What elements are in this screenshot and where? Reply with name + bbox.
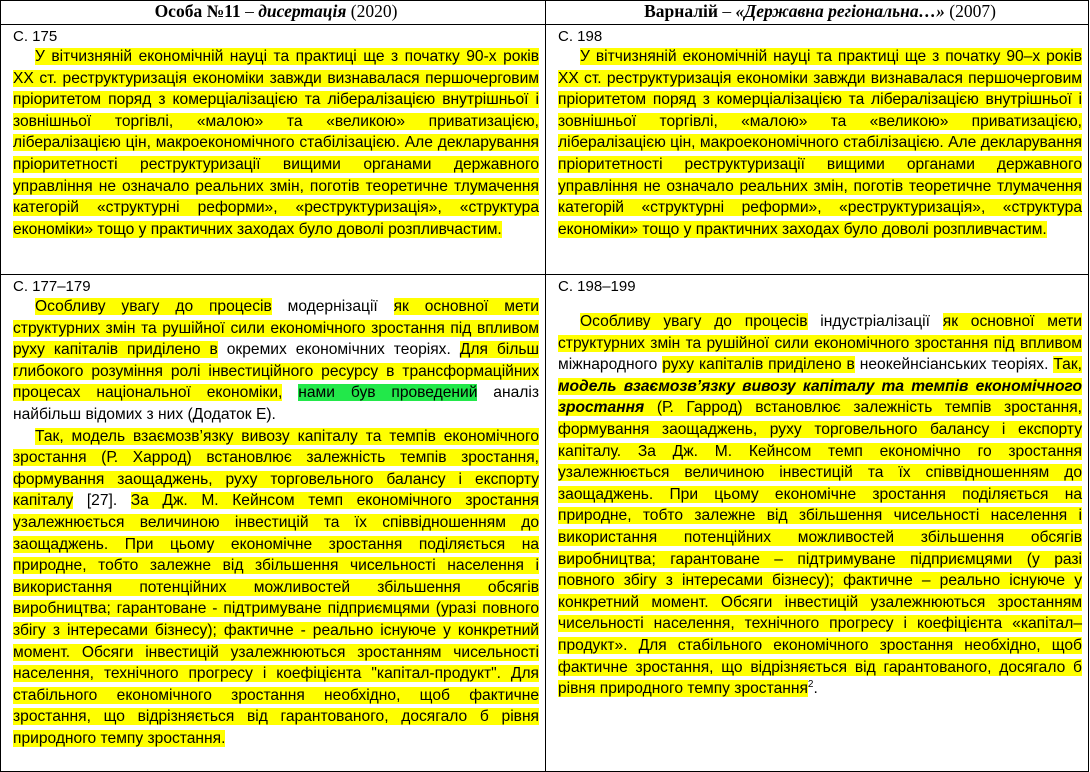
highlight: як основної мети структурних змін та рушійної сили економічного зростання під впливом руху капіталів приділено в	[13, 298, 539, 359]
header-left-year: (2020)	[346, 1, 398, 21]
header-left-work: дисертація	[258, 1, 347, 21]
paragraph-left-1	[13, 46, 539, 240]
paragraph-left-2b	[13, 426, 539, 750]
page-ref-left-1: С. 175	[13, 28, 58, 45]
page-ref-left-2: С. 177–179	[13, 278, 91, 295]
highlight: Особливу увагу до процесів	[35, 298, 272, 315]
cell-right-2	[546, 275, 1089, 772]
green-highlight: нами був проведений	[298, 384, 478, 402]
page-ref-right-2: С. 198–199	[558, 278, 636, 295]
highlight: руху капіталів приділено в	[662, 356, 855, 374]
highlight: За Дж. М. Кейнсом темп економічного зростання узалежнюється величиною інвестицій та їх співвідношенням до заощаджень. При цьому економічне зростання поділяється на природне, тобто залежне від збільшення чисельності населення і використання потенційних можливостей збільшення обсягів виробництва; гарантоване - підтримуване підприємцями (уразі повного збігу з інтересами бізнесу); фактичне - реально існуюче у конкретний момент. Обсяги інвестицій узалежнюються зростанням чисельності населення, технічного прогресу і коефіцієнта "капітал-продукт". Для стабільного економічного зростання необхідно, щоб фактичне зростання, що відрізняється від гарантованого, досягало б рівня природного темпу зростання.	[13, 492, 539, 747]
paragraph-right-1	[558, 46, 1082, 240]
header-right-sep: –	[717, 1, 736, 21]
highlight: як основної мети структурних змін та рушійної сили економічного зростання під впливом	[558, 313, 1082, 352]
paragraph-left-2a	[13, 296, 539, 426]
spacer	[558, 296, 1082, 311]
plain-text	[282, 384, 298, 401]
row-2	[1, 275, 1089, 772]
plain-text: міжнародного	[558, 356, 663, 374]
citation-ref: [27].	[73, 492, 131, 510]
plain-text: індустріалізації	[807, 313, 943, 330]
cell-left-1	[1, 25, 546, 275]
header-left-sep: –	[240, 1, 259, 21]
row-1	[1, 25, 1089, 275]
cell-right-1	[546, 25, 1089, 275]
plain-text: окремих економічних теоріях.	[217, 341, 460, 359]
header-right-author: Варналій	[644, 1, 718, 21]
page-ref-right-1: С. 198	[558, 28, 603, 45]
highlight: Так, модель взаємозв’язку вивозу капіталу та темпів економічного зростання (Р. Харрод) встановлює залежність темпів зростання, формування заощаджень, руху торговельного балансу і експорту капіталу	[13, 427, 539, 510]
header-left	[1, 1, 546, 25]
header-right	[546, 1, 1089, 25]
highlight: Для більш глибокого розуміння ролі інвестиційного ресурсу в трансформаційних процесах національної економіки,	[13, 341, 539, 402]
plain-text: аналіз найбільш відомих з них (Додаток Е).	[13, 384, 539, 423]
highlight-bold-italic: модель взаємозв’язку вивозу капіталу та темпів економічного зростання	[558, 377, 1082, 417]
plain-text: модернізації	[271, 298, 394, 315]
highlight: Так,	[1053, 356, 1082, 374]
cell-left-2	[1, 275, 546, 772]
paragraph-right-2	[558, 311, 1082, 700]
header-right-work: «Державна регіональна…»	[735, 1, 945, 21]
header-left-author: Особа №11	[154, 1, 241, 21]
highlight: У вітчизняній економічній науці та практиці ще з початку 90–х років XX ст. реструктуризація економіки завжди визнавалася першочерговим пріоритетом поряд з комерціалізацією та лібералізацією внутрішньої і зовнішньої торгівлі, «малою» та «великою» приватизацією, лібералізацією цін, макроекономічного стабілізацією. Але декларування пріоритетності реструктуризації вищими органами державного управління не означало реальних змін, поготів теоретичне тлумачення категорій «структурні реформи», «реструктуризація», «структура економіки» тощо у практичних заходах було доволі розпливчастим.	[558, 48, 1082, 238]
header-row	[1, 1, 1089, 25]
footnote-marker: 2	[807, 678, 814, 690]
plain-text: неокейнсіанських теоріях.	[854, 356, 1054, 374]
highlight: (Р. Гаррод) встановлює залежність темпів зростання, формування заощаджень, руху торговельного балансу і експорту капіталу. За Дж. М. Кейнсом темп економічно го зростання узалежнюється величиною інвестицій та їх співвідношенням до заощаджень. При цьому економічне зростання поділяється на природне, тобто залежне від збільшення чисельності населення і використання потенційних можливостей збільшення обсягів виробництва; гарантоване – підтримуване підприємцями (у разі повного збігу з інтересами бізнесу); фактичне – реально існуюче у конкретний момент. Обсяги інвестицій узалежнюються зростанням чисельності населення, технічного прогресу і коефіцієнта «капітал–продукт». Для стабільного економічного зростання необхідно, щоб фактичне зростання, що відрізняється від гарантованого, досягало б рівня природного темпу зростання	[558, 399, 1082, 698]
highlight: Особливу увагу до процесів	[580, 313, 808, 330]
plain-text: .	[813, 680, 818, 698]
highlight: У вітчизняній економічній науці та практиці ще з початку 90-х років XX ст. реструктуризація економіки завжди визнавалася першочерговим пріоритетом поряд з комерціалізацією та лібералізацією внутрішньої і зовнішньої торгівлі, «малою» та «великою» приватизацією, лібералізацією цін, макроекономічного стабілізацією. Але декларування пріоритетності реструктуризації вищими органами державного управління не означало реальних змін, поготів теоретичне тлумачення категорій «структурні реформи», «реструктуризація», «структура економіки» тощо у практичних заходах було доволі розпливчастим.	[13, 48, 539, 238]
header-right-year: (2007)	[944, 1, 996, 21]
